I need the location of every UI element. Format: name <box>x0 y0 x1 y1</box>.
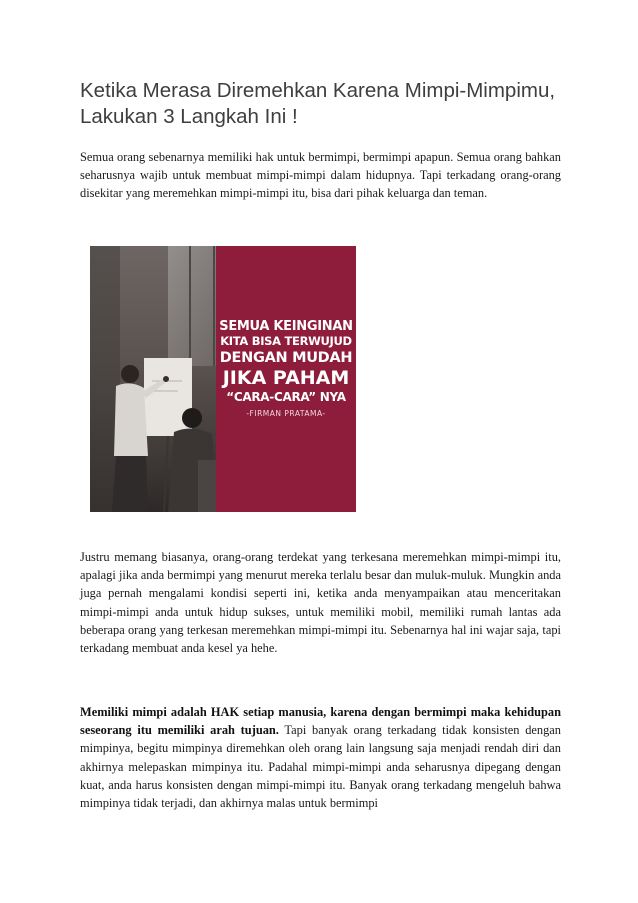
paragraph-block-2 <box>80 548 561 657</box>
quote-line-5: “CARA-CARA” NYA <box>226 390 346 404</box>
document-page <box>80 78 561 811</box>
quote-author: -FIRMAN PRATAMA- <box>246 409 326 418</box>
quote-line-1: SEMUA KEINGINAN <box>219 319 353 334</box>
intro-paragraph: Semua orang sebenarnya memiliki hak untuk bermimpi, bermimpi apapun. Semua orang bahkan seharusnya wajib untuk membuat mimpi-mimpi dalam hidupnya. Tapi terkadang orang-orang disekitar yang meremehkan mimpi-mimpi itu, bisa dari pihak keluarga dan teman. <box>80 150 561 201</box>
paragraph-block-3 <box>80 703 561 812</box>
paragraph-2: Justru memang biasanya, orang-orang terdekat yang terkesana meremehkan mimpi-mimpi itu, apalagi jika anda bermimpi yang menurut mereka terlalu besar dan muluk-muluk. Mungkin anda juga pernah mengalami kondisi seperti ini, ketika anda menyampaikan atau menceritakan mimpi-mimpi anda untuk hidup sukses, untuk memiliki mobil, memiliki rumah lantas ada beberapa orang yang terkesan meremehkan mimpi-mimpi itu. Sebenarnya hal ini wajar saja, tapi terkadang membuat anda kesel ya hehe. <box>80 550 561 656</box>
seminar-photo <box>90 246 230 512</box>
quote-line-2: KITA BISA TERWUJUD <box>220 334 352 348</box>
article-title: Ketika Merasa Diremehkan Karena Mimpi-Mimpimu, Lakukan 3 Langkah Ini ! <box>80 79 556 128</box>
quote-line-4: JIKA PAHAM <box>222 367 350 389</box>
quote-text <box>216 319 356 422</box>
paragraph-3 <box>80 703 561 812</box>
paragraph-3-rest: Tapi banyak orang terkadang tidak konsisten dengan mimpinya, begitu mimpinya diremehkan oleh orang lain langsung saja menjadi rendah diri dan akhirnya melepaskan mimpinya itu. Padahal mimpi-mimpi anda seharusnya dipegang dengan kuat, anda harus konsisten dengan mimpi-mimpi itu. Banyak orang terkadang mengeluh bahwa mimpinya tidak terjadi, dan akhirnya malas untuk bermimpi <box>80 723 561 811</box>
quote-line-3: DENGAN MUDAH <box>219 350 353 366</box>
paragraph-3-bold: Memiliki mimpi adalah HAK setiap manusia, karena dengan bermimpi maka kehidupan seseorang itu memiliki arah tujuan. <box>80 705 561 738</box>
